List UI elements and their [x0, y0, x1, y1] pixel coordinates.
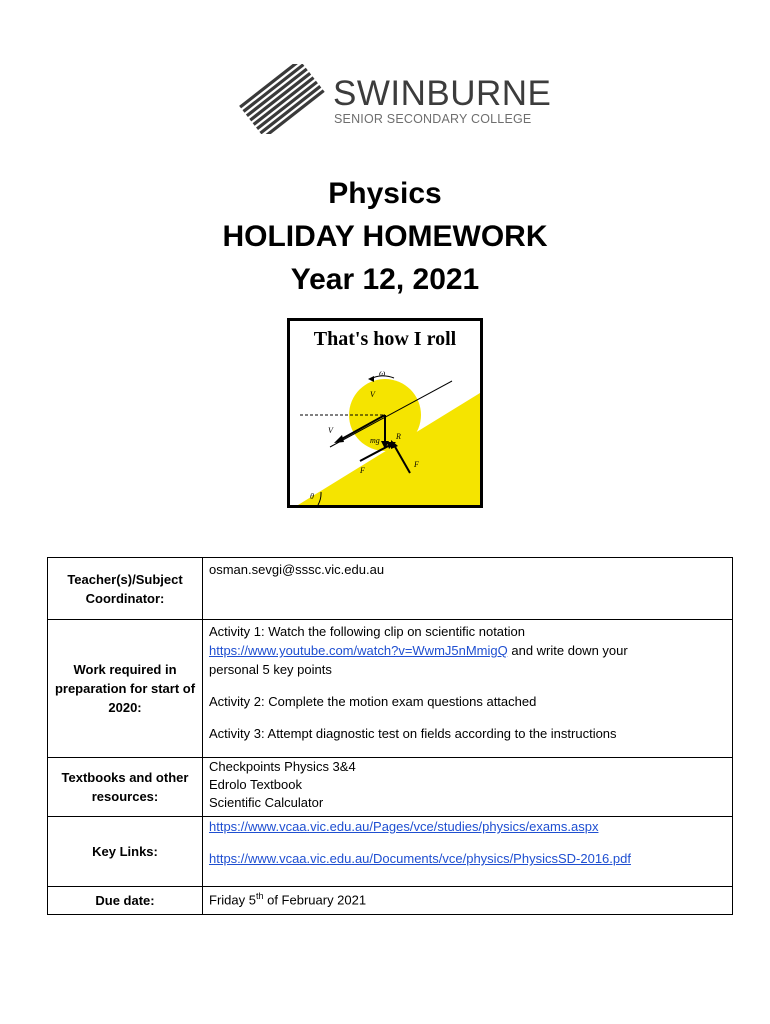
- title-year: Year 12, 2021: [290, 263, 480, 296]
- table-row: [48, 887, 733, 915]
- table-row: [48, 558, 733, 620]
- activity1-line3: personal 5 key points: [209, 662, 332, 677]
- key-links-label: Key Links:: [48, 817, 203, 887]
- rolling-ball-figure: [287, 318, 483, 508]
- table-row: [48, 817, 733, 887]
- activity1-after: and write down your: [507, 643, 628, 658]
- title-homework: HOLIDAY HOMEWORK: [222, 220, 548, 253]
- vcaa-study-design-link[interactable]: https://www.vcaa.vic.edu.au/Documents/vce/physics/PhysicsSD-2016.pdf: [209, 851, 631, 866]
- activity2-text: Activity 2: Complete the motion exam questions attached: [209, 694, 537, 709]
- due-date-sup: th: [255, 891, 264, 901]
- school-logo: [236, 64, 552, 134]
- label-theta: θ: [310, 492, 314, 501]
- teacher-email-text: osman.sevgi@sssc.vic.edu.au: [209, 562, 385, 577]
- activity3-text: Activity 3: Attempt diagnostic test on fields according to the instructions: [209, 726, 617, 741]
- resource-item: Checkpoints Physics 3&4: [209, 759, 356, 774]
- document-title: [0, 172, 770, 301]
- due-date-value: [203, 887, 733, 915]
- logo-subtitle: SENIOR SECONDARY COLLEGE: [334, 112, 532, 126]
- textbooks-content: [203, 758, 733, 817]
- work-required-content: [203, 620, 733, 758]
- logo-stripes-icon: [236, 64, 328, 134]
- teacher-email: [203, 558, 733, 620]
- label-omega: ω: [379, 368, 386, 378]
- work-required-label: Work required in preparation for start of 2020:: [48, 620, 203, 758]
- teacher-label: Teacher(s)/Subject Coordinator:: [48, 558, 203, 620]
- title-subject: Physics: [328, 177, 442, 210]
- resource-item: Edrolo Textbook: [209, 777, 302, 792]
- table-row: [48, 620, 733, 758]
- label-ff: F: [360, 466, 365, 475]
- activity1-link-line: [209, 641, 726, 660]
- label-fn: F: [414, 460, 419, 469]
- resource-item: Scientific Calculator: [209, 795, 324, 810]
- logo-name: SWINBURNE: [333, 74, 552, 113]
- activity1-text: Activity 1: Watch the following clip on scientific notation: [209, 624, 525, 639]
- due-date-post: of February 2021: [263, 892, 367, 908]
- textbooks-label: Textbooks and other resources:: [48, 758, 203, 817]
- homework-info-table: [47, 557, 733, 915]
- label-vcm: V: [328, 426, 333, 435]
- label-vcm-eq: V: [370, 390, 375, 399]
- table-row: [48, 758, 733, 817]
- due-date-pre: Friday 5: [209, 892, 256, 908]
- vcaa-exams-link[interactable]: https://www.vcaa.vic.edu.au/Pages/vce/studies/physics/exams.aspx: [209, 819, 599, 834]
- figure-caption: That's how I roll: [313, 328, 457, 350]
- youtube-link[interactable]: https://www.youtube.com/watch?v=WwmJ5nMmigQ: [209, 643, 508, 658]
- label-r: R: [396, 432, 401, 441]
- key-links-content: [203, 817, 733, 887]
- label-mg: mg: [370, 436, 380, 445]
- due-date-label: Due date:: [48, 887, 203, 915]
